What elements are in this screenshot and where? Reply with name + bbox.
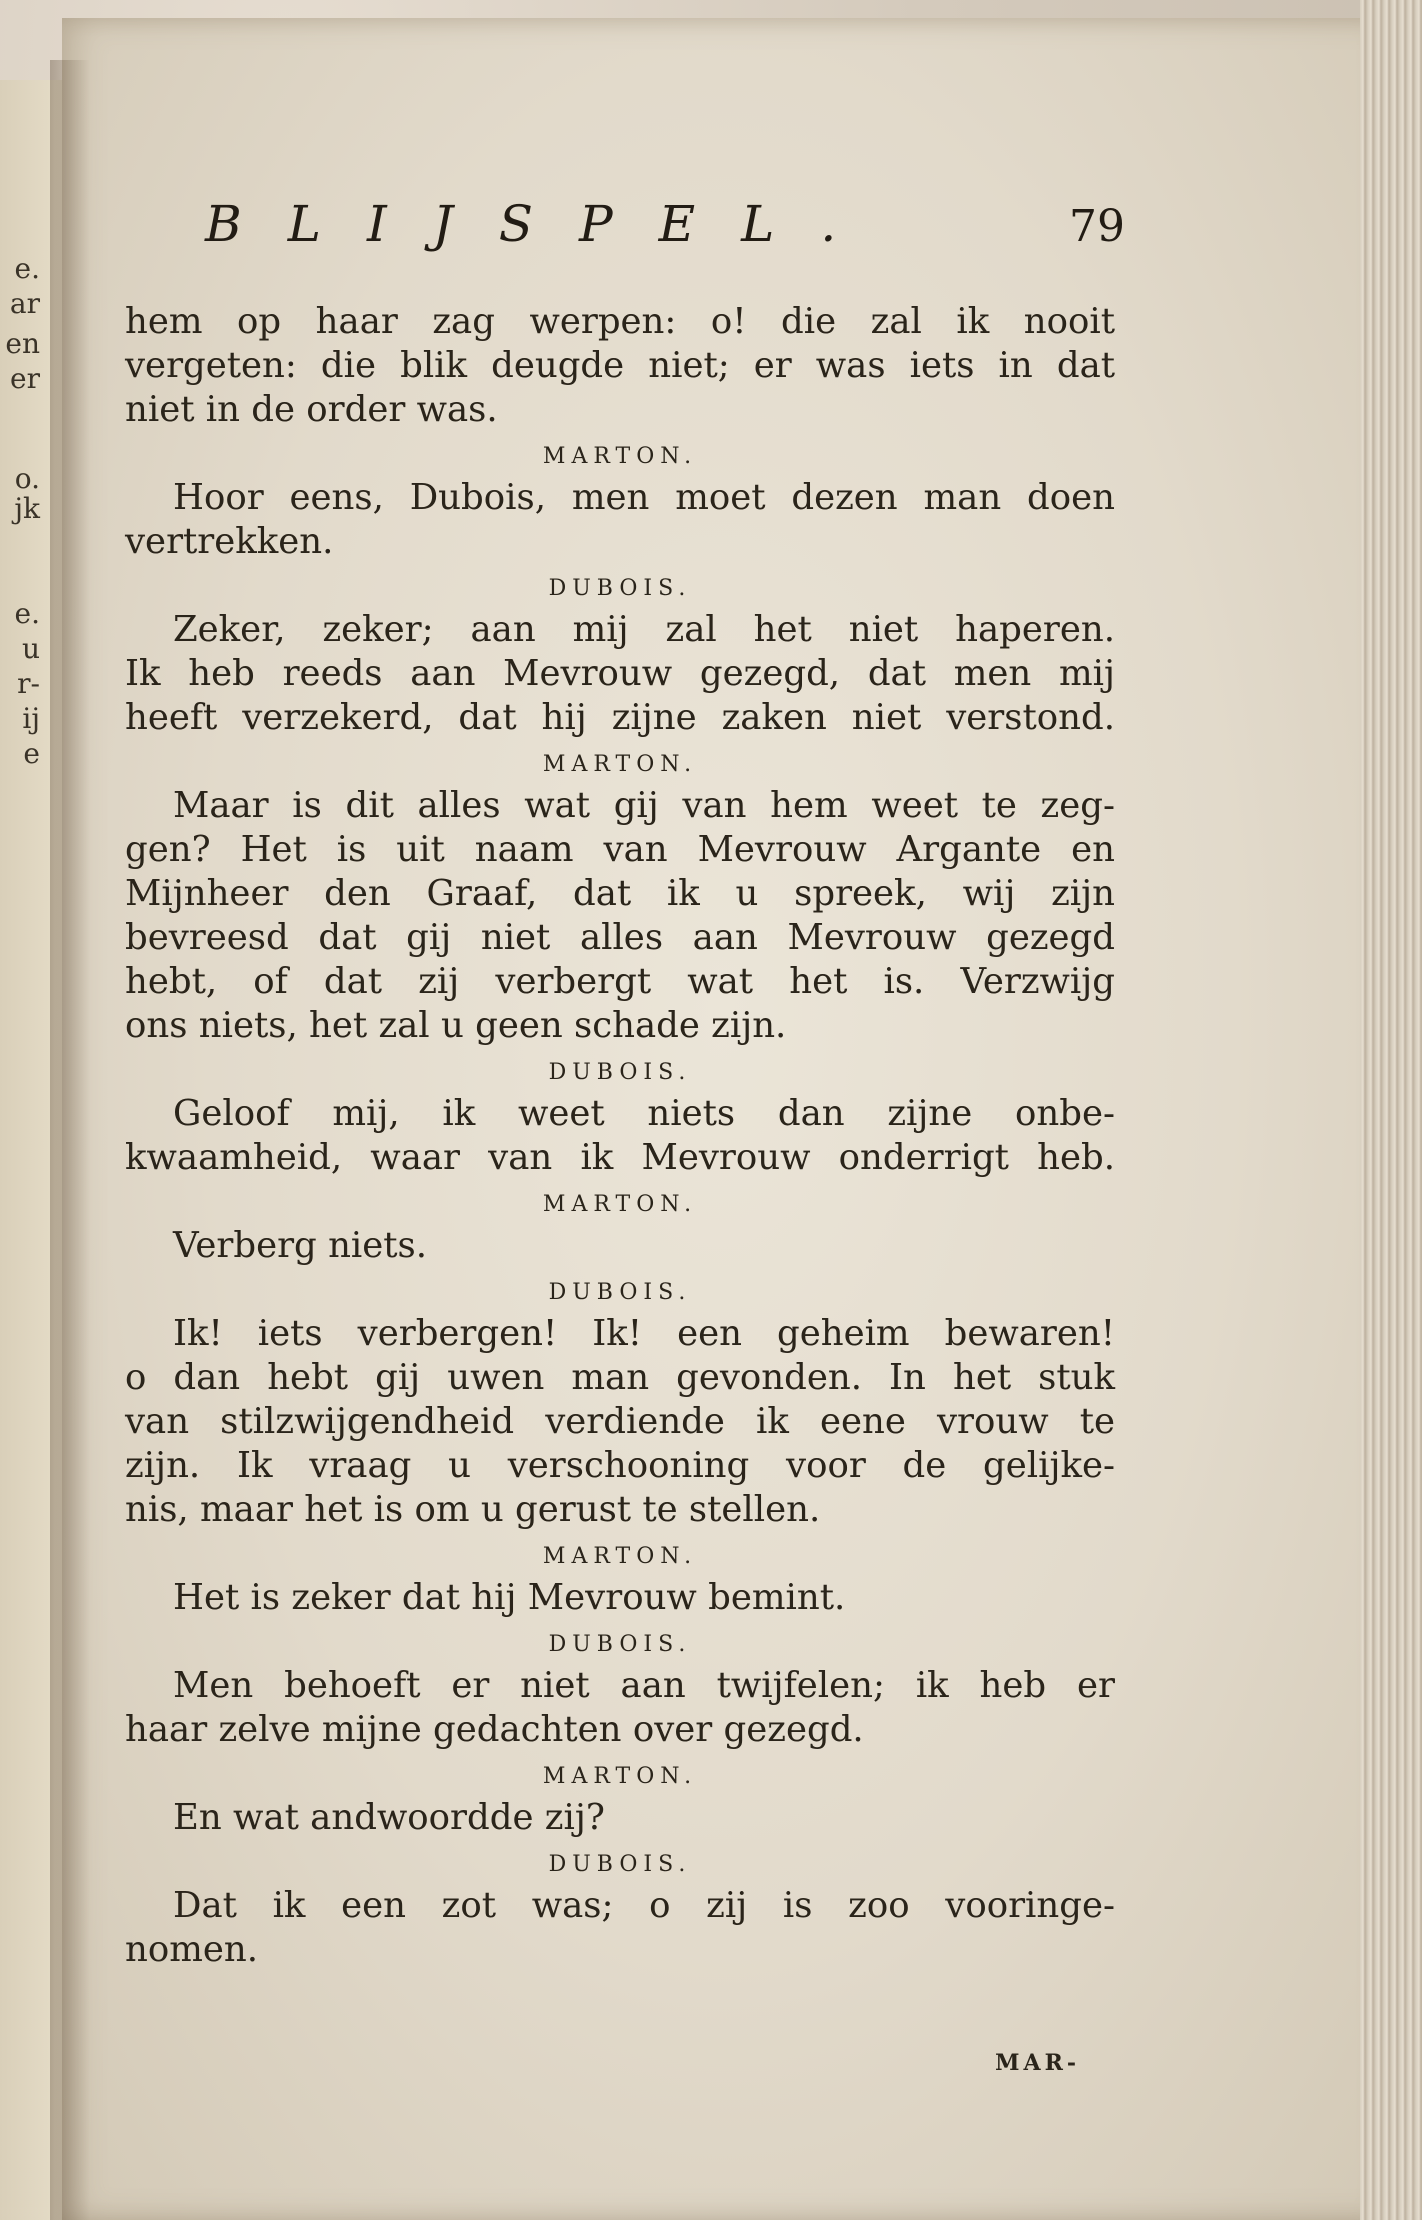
speaker-name: MARTON. — [542, 444, 698, 469]
text-line: nis, maar het is om u gerust te stellen. — [125, 1489, 821, 1530]
speaker-name: DUBOIS. — [548, 1280, 692, 1305]
left-page-fragment: er — [10, 362, 40, 395]
page-number: 79 — [1069, 201, 1125, 252]
speaker-name: MARTON. — [542, 1764, 698, 1789]
text-line: Verberg niets. — [173, 1225, 428, 1266]
left-page-fragment: jk — [14, 492, 40, 525]
speaker-name: DUBOIS. — [548, 1060, 692, 1085]
text-line: Maar is dit alles wat gij van hem weet te zeg- — [173, 785, 1115, 826]
left-page-fragment: en — [5, 327, 40, 360]
play-text — [125, 300, 1115, 1972]
text-line: Men behoeft er niet aan twijfelen; ik heb er — [173, 1665, 1115, 1706]
text-line: gen? Het is uit naam van Mevrouw Argante en — [125, 829, 1115, 870]
left-page-fragment: r- — [17, 667, 40, 700]
left-page-fragment: e. — [14, 597, 40, 630]
page-edges — [1360, 0, 1422, 2220]
text-line: En wat andwoordde zij? — [173, 1797, 605, 1838]
text-line: vertrekken. — [125, 521, 334, 562]
text-line: Dat ik een zot was; o zij is zoo vooringe- — [173, 1885, 1115, 1926]
text-line: hem op haar zag werpen: o! die zal ik nooit — [125, 301, 1115, 342]
text-line: Ik heb reeds aan Mevrouw gezegd, dat men mij — [125, 653, 1115, 694]
text-line: Het is zeker dat hij Mevrouw bemint. — [173, 1577, 846, 1618]
left-page-fragment: o. — [14, 462, 40, 495]
left-page-fragment: e. — [14, 252, 40, 285]
left-page-fragment: ij — [22, 702, 40, 735]
speaker-name: DUBOIS. — [548, 576, 692, 601]
text-line: niet in de order was. — [125, 389, 498, 430]
running-head — [205, 195, 1125, 253]
text-line: kwaamheid, waar van ik Mevrouw onderrigt heb. — [125, 1137, 1115, 1178]
text-line: o dan hebt gij uwen man gevonden. In het stuk — [125, 1357, 1115, 1398]
text-line: hebt, of dat zij verbergt wat het is. Verzwijg — [125, 961, 1115, 1002]
text-line: Zeker, zeker; aan mij zal het niet haperen. — [173, 609, 1115, 650]
speaker-name: MARTON. — [542, 752, 698, 777]
speaker-name: DUBOIS. — [548, 1852, 692, 1877]
left-page-fragment: e — [23, 737, 40, 770]
text-line: haar zelve mijne gedachten over gezegd. — [125, 1709, 864, 1750]
text-line: van stilzwijgendheid verdiende ik eene vrouw te — [125, 1401, 1115, 1442]
text-line: Ik! iets verbergen! Ik! een geheim bewaren! — [173, 1313, 1115, 1354]
text-line: nomen. — [125, 1929, 259, 1970]
running-head-title: BLIJSPEL. — [205, 195, 883, 253]
text-line: bevreesd dat gij niet alles aan Mevrouw gezegd — [125, 917, 1115, 958]
left-page-fragment: ar — [9, 287, 40, 320]
speaker-name: MARTON. — [542, 1192, 698, 1217]
speaker-name: MARTON. — [542, 1544, 698, 1569]
text-line: Mijnheer den Graaf, dat ik u spreek, wij zijn — [125, 873, 1115, 914]
speaker-name: DUBOIS. — [548, 1632, 692, 1657]
text-line: heeft verzekerd, dat hij zijne zaken niet verstond. — [125, 697, 1115, 738]
text-line: Hoor eens, Dubois, men moet dezen man doen — [173, 477, 1115, 518]
text-line: vergeten: die blik deugde niet; er was iets in dat — [125, 345, 1115, 386]
left-page-fragment: u — [21, 632, 40, 665]
catchword: MAR- — [995, 2050, 1080, 2076]
text-line: ons niets, het zal u geen schade zijn. — [125, 1005, 787, 1046]
text-line: zijn. Ik vraag u verschooning voor de gelijke- — [125, 1445, 1115, 1486]
spine-shadow — [50, 60, 90, 2220]
text-line: Geloof mij, ik weet niets dan zijne onbe- — [173, 1093, 1115, 1134]
